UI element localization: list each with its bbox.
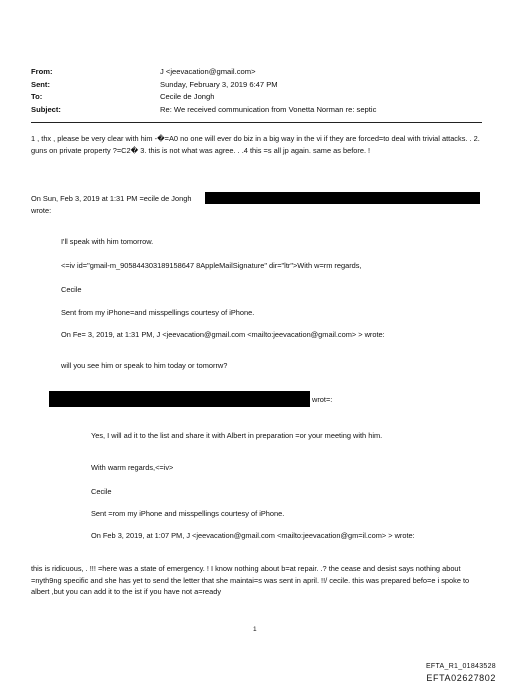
yes-line: Yes, I will ad it to the list and share it with Albert in preparation =or your meeting with him. <box>91 431 383 440</box>
cecile-signature-2: Cecile <box>91 487 112 496</box>
sent-value: Sunday, February 3, 2019 6:47 PM <box>160 79 278 89</box>
speak-line: I'll speak with him tomorrow. <box>61 237 154 246</box>
signature-div-line: <=iv id="gmail-m_905844303189158647 8AppleMailSignature" dir="ltr">With w=rm regards, <box>61 261 362 270</box>
sent-from-iphone-1: Sent from my iPhone=and misspellings courtesy of iPhone. <box>61 308 255 317</box>
quote-1-line-1: On Sun, Feb 3, 2019 at 1:31 PM =ecile de Jongh <box>31 194 192 203</box>
sent-from-iphone-2: Sent =rom my iPhone and misspellings courtesy of iPhone. <box>91 509 285 518</box>
email-header <box>31 66 481 116</box>
bates-number-small: EFTA_R1_01843528 <box>425 663 496 670</box>
ridiculous-paragraph: this is ridicuous, . !!! =here was a state of emergency. ! I know nothing about b=at repair. .? the cease and desist says nothing about =nyth9ng specific and she has yet to send the letter that she maintai=s was sent in april. !!/ cecile. this was prepared befo=e i spoke to albert ,but you can add it to the ist if you have not a=ready <box>31 564 470 596</box>
from-value: J <jeevacation@gmail.com> <box>160 67 256 76</box>
cecile-signature-1: Cecile <box>61 285 82 294</box>
to-value: Cecile de Jongh <box>160 92 215 101</box>
from-label: From: <box>31 67 53 76</box>
on-feb-line-1: On Fe= 3, 2019, at 1:31 PM, J <jeevacation@gmail.com <mailto:jeevacation@gmail.com> > wrote: <box>61 330 385 339</box>
sent-label: Sent: <box>31 79 50 89</box>
wrote-line-2: wrot=: <box>312 395 333 404</box>
quote-1-line-2: wrote: <box>31 206 52 215</box>
to-label: To: <box>31 92 43 101</box>
sent-row <box>31 79 481 92</box>
subject-row <box>31 104 481 117</box>
will-you-line: will you see him or speak to him today or tomorrw? <box>61 361 228 370</box>
body-paragraph-1: 1 , thx , please be very clear with him -�=A0 no one will ever do biz in a big way in the vi if they are forced=to deal with trivial attacks. . 2. guns on private property ?=C2� 3. this is not what was agree. . .4 this =s all jp again. same as before. ! <box>31 134 480 155</box>
to-row <box>31 91 481 104</box>
subject-value: Re: We received communication from Vonetta Norman re: septic <box>160 104 377 114</box>
page-number: 1 <box>253 626 257 633</box>
bates-number-large: EFTA02627802 <box>426 673 496 683</box>
on-feb-line-2: On Feb 3, 2019, at 1:07 PM, J <jeevacation@gmail.com <mailto:jeevacation@gm=il.com> > wrote: <box>91 531 415 540</box>
warm-regards-line: With warm regards,<=iv> <box>91 463 174 472</box>
redaction-bar <box>205 192 480 204</box>
subject-label: Subject: <box>31 104 61 114</box>
redaction-bar <box>49 391 310 407</box>
from-row <box>31 66 481 79</box>
header-divider <box>31 122 482 123</box>
